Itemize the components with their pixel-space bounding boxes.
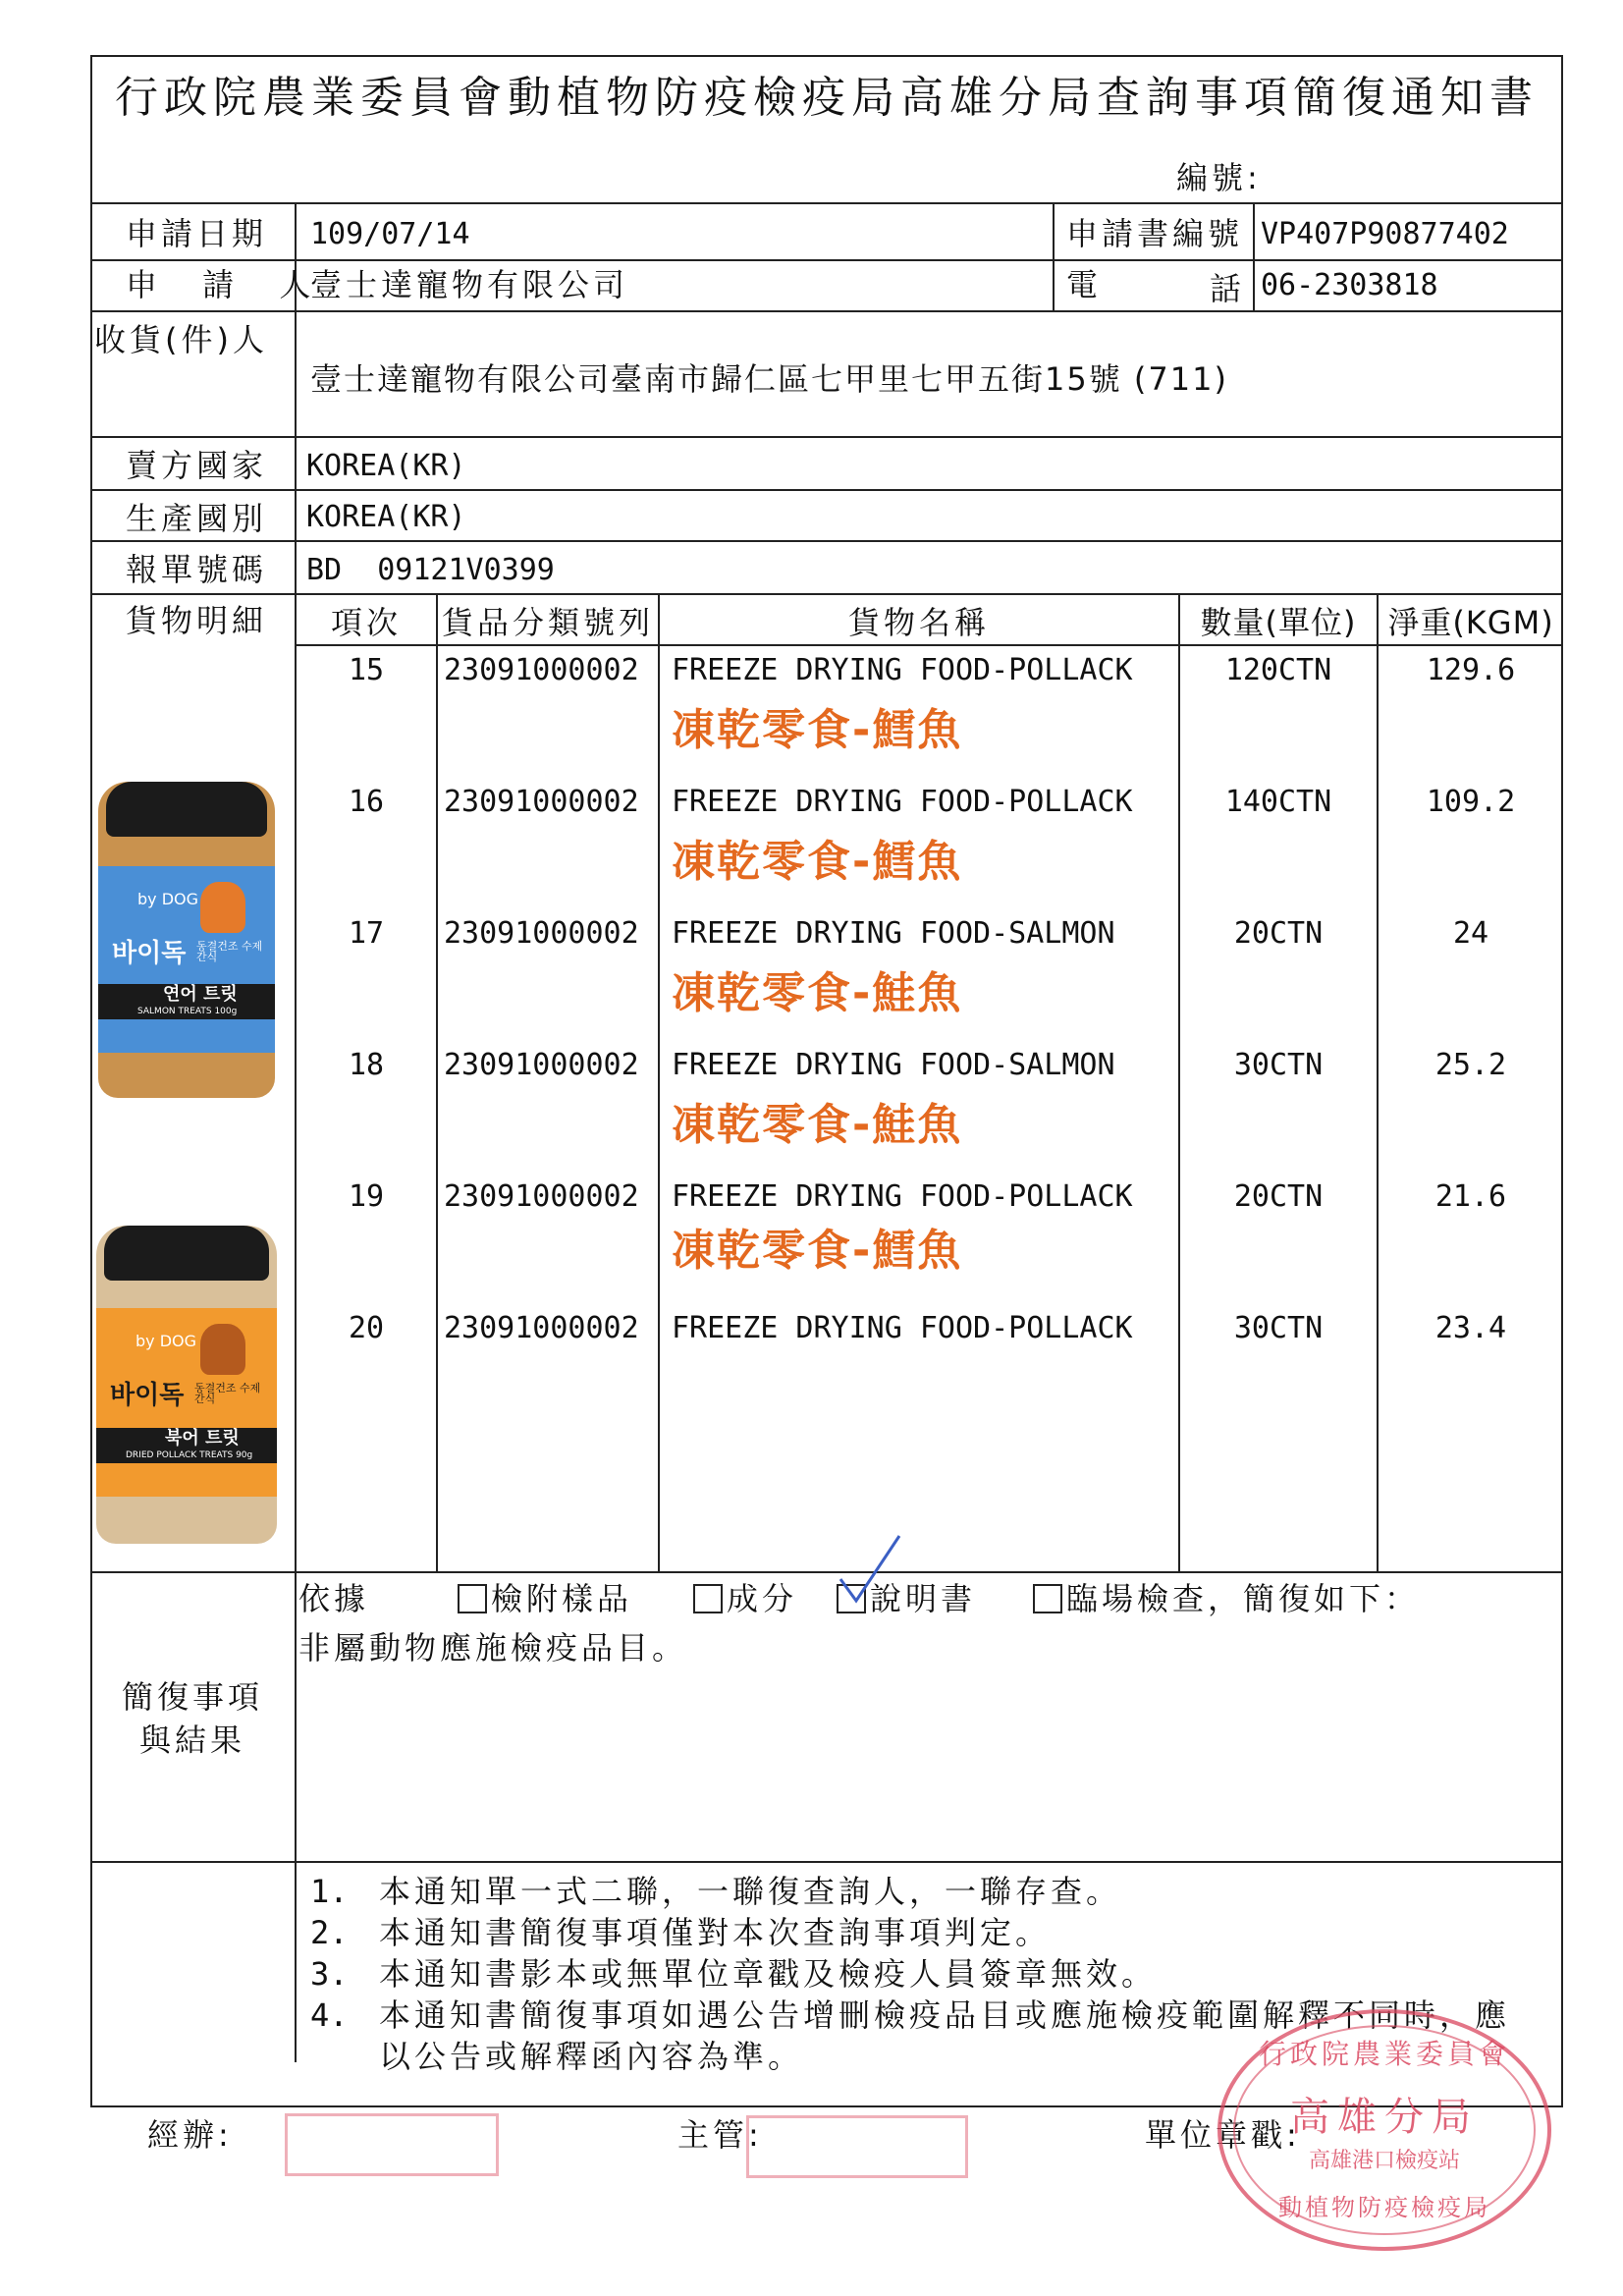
- product-jar-pollack: [96, 1226, 277, 1544]
- row-note: 凍乾零食-鱈魚: [672, 837, 963, 887]
- seal-bottom: 動植物防疫檢疫局: [1278, 2194, 1490, 2221]
- declaration-label: 報單號碼: [126, 551, 268, 588]
- row-note: 凍乾零食-鱈魚: [672, 705, 963, 755]
- row-name: FREEZE DRYING FOOD-POLLACK: [672, 1179, 1133, 1214]
- row-note: 凍乾零食-鱈魚: [672, 1226, 963, 1276]
- consignee-value: 壹士達寵物有限公司臺南市歸仁區七甲里七甲五街15號 (711): [310, 360, 1228, 398]
- dog-icon: [200, 1324, 245, 1375]
- row-weight: 25.2: [1434, 1048, 1507, 1082]
- row-item: 16: [348, 785, 385, 819]
- row-name: FREEZE DRYING FOOD-POLLACK: [672, 785, 1133, 819]
- dog-icon: [200, 882, 245, 933]
- row-weight: 23.4: [1434, 1311, 1507, 1345]
- option-inspection-label: 臨場檢查，簡復如下：: [1066, 1580, 1421, 1617]
- jar-brand: by DOG: [135, 1332, 197, 1350]
- row-name: FREEZE DRYING FOOD-SALMON: [672, 1048, 1115, 1082]
- jar-type-en: SALMON TREATS 100g: [137, 1007, 238, 1016]
- row-qty: 20CTN: [1233, 916, 1324, 951]
- row-code: 23091000002: [444, 916, 639, 951]
- apply-date-label: 申請日期: [126, 215, 268, 252]
- jar-brand: by DOG: [137, 890, 199, 908]
- seal-mid: 高雄分局: [1290, 2095, 1479, 2140]
- jar-type: 북어 트릿: [165, 1428, 240, 1449]
- col-header-code: 貨品分類號列: [441, 604, 654, 641]
- seal-sub: 高雄港口檢疫站: [1308, 2149, 1460, 2173]
- row-code: 23091000002: [444, 1311, 639, 1345]
- jar-lid: [106, 782, 267, 837]
- row-weight: 129.6: [1426, 653, 1516, 687]
- option-ingredient-label: 成分: [727, 1580, 798, 1617]
- note-text: 本通知書簡復事項僅對本次查詢事項判定。: [379, 1914, 1052, 1951]
- jar-label: [98, 866, 275, 1053]
- row-name: FREEZE DRYING FOOD-POLLACK: [672, 1311, 1133, 1345]
- declaration-value: BD 09121V0399: [306, 553, 555, 587]
- jar-name: 바이독: [112, 939, 187, 968]
- note-num: 3.: [310, 1955, 349, 1993]
- row-item: 20: [348, 1311, 385, 1345]
- row-code: 23091000002: [444, 1048, 639, 1082]
- row-weight: 24: [1452, 916, 1489, 951]
- col-header-item: 項次: [330, 604, 402, 641]
- applicant-label: 申 請 人: [126, 266, 329, 303]
- row-note: 凍乾零食-鮭魚: [672, 1100, 963, 1150]
- row-qty: 30CTN: [1233, 1311, 1324, 1345]
- option-sample: [458, 1580, 633, 1617]
- checkbox-inspection: [1033, 1584, 1062, 1613]
- consignee-label: 收貨(件)人: [94, 321, 268, 358]
- origin-value: KOREA(KR): [306, 500, 466, 534]
- row-note: 凍乾零食-鮭魚: [672, 968, 963, 1018]
- note-num: 2.: [310, 1914, 349, 1951]
- apply-no-value: VP407P90877402: [1261, 217, 1509, 251]
- option-sample-label: 檢附樣品: [491, 1580, 633, 1617]
- phone-value: 06-2303818: [1261, 268, 1438, 302]
- handler-label: 經辦:: [147, 2116, 233, 2154]
- row-code: 23091000002: [444, 653, 639, 687]
- row-name: FREEZE DRYING FOOD-POLLACK: [672, 653, 1133, 687]
- row-code: 23091000002: [444, 785, 639, 819]
- apply-date-value: 109/07/14: [310, 217, 470, 251]
- note-text: 本通知書簡復事項如遇公告增刪檢疫品目或應施檢疫範圍解釋不同時，應: [379, 1996, 1511, 2034]
- row-qty: 30CTN: [1233, 1048, 1324, 1082]
- apply-no-label: 申請書編號: [1066, 215, 1244, 252]
- goods-label: 貨物明細: [126, 602, 268, 639]
- jar-type-en: DRIED POLLACK TREATS 90g: [126, 1450, 253, 1460]
- product-jar-salmon: [98, 782, 275, 1098]
- row-item: 15: [348, 653, 385, 687]
- col-header-name: 貨物名稱: [847, 604, 990, 641]
- note-text: 本通知單一式二聯，一聯復查詢人，一聯存查。: [379, 1873, 1122, 1910]
- option-manual-label: 說明書: [870, 1580, 977, 1617]
- row-qty: 20CTN: [1233, 1179, 1324, 1214]
- supervisor-stamp: [746, 2115, 968, 2178]
- origin-label: 生產國別: [126, 500, 268, 537]
- seller-country-value: KOREA(KR): [306, 449, 466, 483]
- checkmark-icon: [835, 1530, 905, 1609]
- basis-label: 依據: [298, 1580, 370, 1617]
- checkbox-ingredient: [693, 1584, 723, 1613]
- note-num: 4.: [310, 1996, 349, 2034]
- row-item: 19: [348, 1179, 385, 1214]
- col-header-qty: 數量(單位): [1200, 604, 1357, 641]
- official-seal: [1217, 2009, 1551, 2251]
- option-inspection: [1033, 1580, 1421, 1617]
- supervisor-label: 主管:: [677, 2116, 763, 2154]
- result-text: 非屬動物應施檢疫品目。: [298, 1629, 688, 1667]
- row-item: 17: [348, 916, 385, 951]
- row-weight: 21.6: [1434, 1179, 1507, 1214]
- row-name: FREEZE DRYING FOOD-SALMON: [672, 916, 1115, 951]
- handler-stamp: [285, 2113, 499, 2176]
- seal-label: 單位章戳:: [1145, 2116, 1301, 2154]
- note-text: 本通知書影本或無單位章戳及檢疫人員簽章無效。: [379, 1955, 1158, 1993]
- row-item: 18: [348, 1048, 385, 1082]
- jar-type: 연어 트릿: [163, 984, 238, 1005]
- seal-top: 行政院農業委員會: [1258, 2038, 1510, 2070]
- note-text: 以公告或解釋函內容為準。: [379, 2038, 804, 2075]
- note-num: 1.: [310, 1873, 349, 1910]
- applicant-value: 壹士達寵物有限公司: [310, 266, 629, 303]
- jar-lid: [104, 1226, 269, 1281]
- result-section-label-2: 與結果: [138, 1722, 245, 1759]
- row-code: 23091000002: [444, 1179, 639, 1214]
- serial-label: 編號:: [1176, 159, 1262, 196]
- row-qty: 120CTN: [1224, 653, 1332, 687]
- seller-country-label: 賣方國家: [126, 447, 268, 484]
- option-ingredient: [693, 1580, 798, 1617]
- row-qty: 140CTN: [1224, 785, 1332, 819]
- col-header-weight: 淨重(KGM): [1387, 604, 1554, 641]
- jar-name: 바이독: [110, 1381, 185, 1410]
- result-section-label-1: 簡復事項: [121, 1678, 263, 1716]
- phone-label-2: 話: [1210, 270, 1246, 307]
- jar-sub: 동결건조 수제간식: [194, 1382, 261, 1405]
- jar-sub: 동결건조 수제간식: [196, 940, 263, 963]
- row-weight: 109.2: [1426, 785, 1516, 819]
- phone-label-1: 電: [1066, 266, 1103, 303]
- jar-label: [96, 1308, 277, 1497]
- checkbox-sample: [458, 1584, 487, 1613]
- form-title: 行政院農業委員會動植物防疫檢疫局高雄分局查詢事項簡復通知書: [115, 73, 1539, 123]
